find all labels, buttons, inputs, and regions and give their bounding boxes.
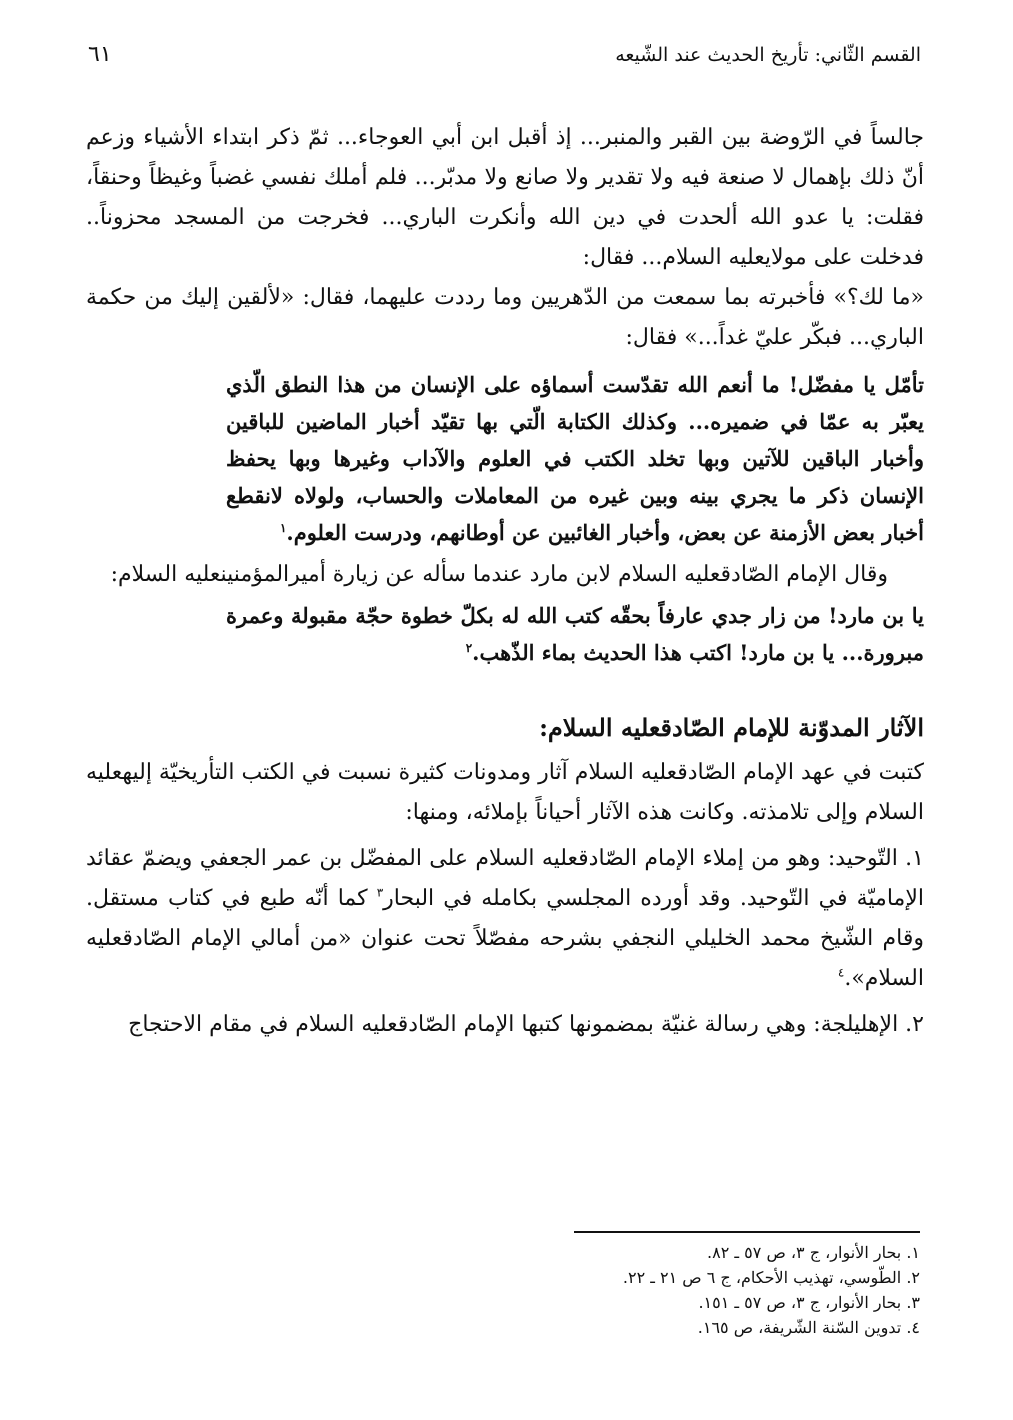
footnote: ١. بحار الأنوار، ج ٣، ص ٥٧ ـ ٨٢. [707, 1243, 920, 1262]
block-quote [226, 597, 924, 671]
footnote: ٢. الطّوسي، تهذيب الأحكام، ج ٦ ص ٢١ ـ ٢٢. [622, 1268, 920, 1287]
list-item [86, 839, 924, 999]
page-body [86, 118, 924, 1045]
paragraph: وقال الإمام الصّادقعليه السلام لابن مارد عندما سأله عن زيارة أميرالمؤمنينعليه السلام: [110, 562, 888, 587]
list-item: ٢. الإهليلجة: وهي رسالة غنيّة بمضمونها كتبها الإمام الصّادقعليه السلام في مقام الاحتجاج [128, 1012, 924, 1037]
paragraph: كتبت في عهد الإمام الصّادقعليه السلام آثار ومدونات كثيرة نسبت في الكتب التأريخيّة إليهعليه السلام وإلى تلامذته. وكانت هذه الآثار أحياناً بإملائه، ومنها: [86, 760, 924, 825]
page-header [88, 38, 921, 78]
footnote-divider [574, 1231, 920, 1233]
paragraph: جالساً في الرّوضة بين القبر والمنبر... إذ أقبل ابن أبي العوجاء... ثمّ ذكر ابتداء الأشياء وزعم أنّ ذلك بإهمال لا صنعة فيه ولا تقدير ولا صانع ولا مدبّر... فلم أملك نفسي غضباً وغيظاً وحنقاً، فقلت: يا عدو الله ألحدت في دين الله وأنكرت الباري... فخرجت من المسجد محزوناً.. فدخلت على مولايعليه السلام... فقال: [86, 125, 924, 270]
section-heading: الآثار المدوّنة للإمام الصّادقعليه السلام: [539, 713, 924, 742]
block-quote [226, 366, 924, 551]
quote-text: يا بن مارد! من زار جدي عارفاً بحقّه كتب الله له بكلّ خطوة حجّة مقبولة وعمرة مبرورة... يا بن مارد! اكتب هذا الحديث بماء الذّهب. [226, 603, 924, 665]
paragraph: «ما لك؟» فأخبرته بما سمعت من الدّهريين وما رددت عليهما، فقال: «لألقين إليك من حكمة الباري... فبكّر عليّ غداً...» فقال: [86, 285, 924, 350]
footnote: ٣. بحار الأنوار، ج ٣، ص ٥٧ ـ ١٥١. [698, 1293, 920, 1312]
footnote-ref[interactable]: ١ [279, 521, 287, 535]
running-title: القسم الثّاني: تأريخ الحديث عند الشّيعه [615, 44, 921, 66]
page-number: ٦١ [88, 42, 112, 67]
item-text: كما أنّه طبع في كتاب مستقل. وقام الشّيخ محمد الخليلي النجفي بشرحه مفصّلاً تحت عنوان «من أمالي الإمام الصّادقعليه السلام». [86, 886, 924, 991]
item-text: ١. التّوحيد: وهو من إملاء الإمام الصّادقعليه السلام على المفضّل بن عمر الجعفي ويضمّ عقائد الإماميّة في التّوحيد. وقد أورده المجلسي بكامله في البحار [86, 846, 924, 911]
footnotes [420, 1240, 920, 1340]
quote-text: تأمّل يا مفضّل! ما أنعم الله تقدّست أسماؤه على الإنسان من هذا النطق الّذي يعبّر به عمّا في ضميره... وكذلك الكتابة الّتي بها تقيّد أخبار الماضين للباقين وأخبار الباقين للآتين وبها تخلد الكتب في العلوم والآداب وغيرها وبها يحفظ الإنسان ذكر ما يجري بينه وبين غيره من المعاملات والحساب، ولولاه لانقطع أخبار بعض الأزمنة عن بعض، وأخبار الغائبين عن أوطانهم، ودرست العلوم. [226, 372, 924, 545]
footnote-ref[interactable]: ٢ [465, 641, 473, 655]
footnote-ref[interactable]: ٤ [837, 965, 845, 980]
footnote: ٤. تدوين السّنة الشّريفة، ص ١٦٥. [697, 1318, 920, 1337]
footnote-ref[interactable]: ٣ [376, 885, 384, 900]
